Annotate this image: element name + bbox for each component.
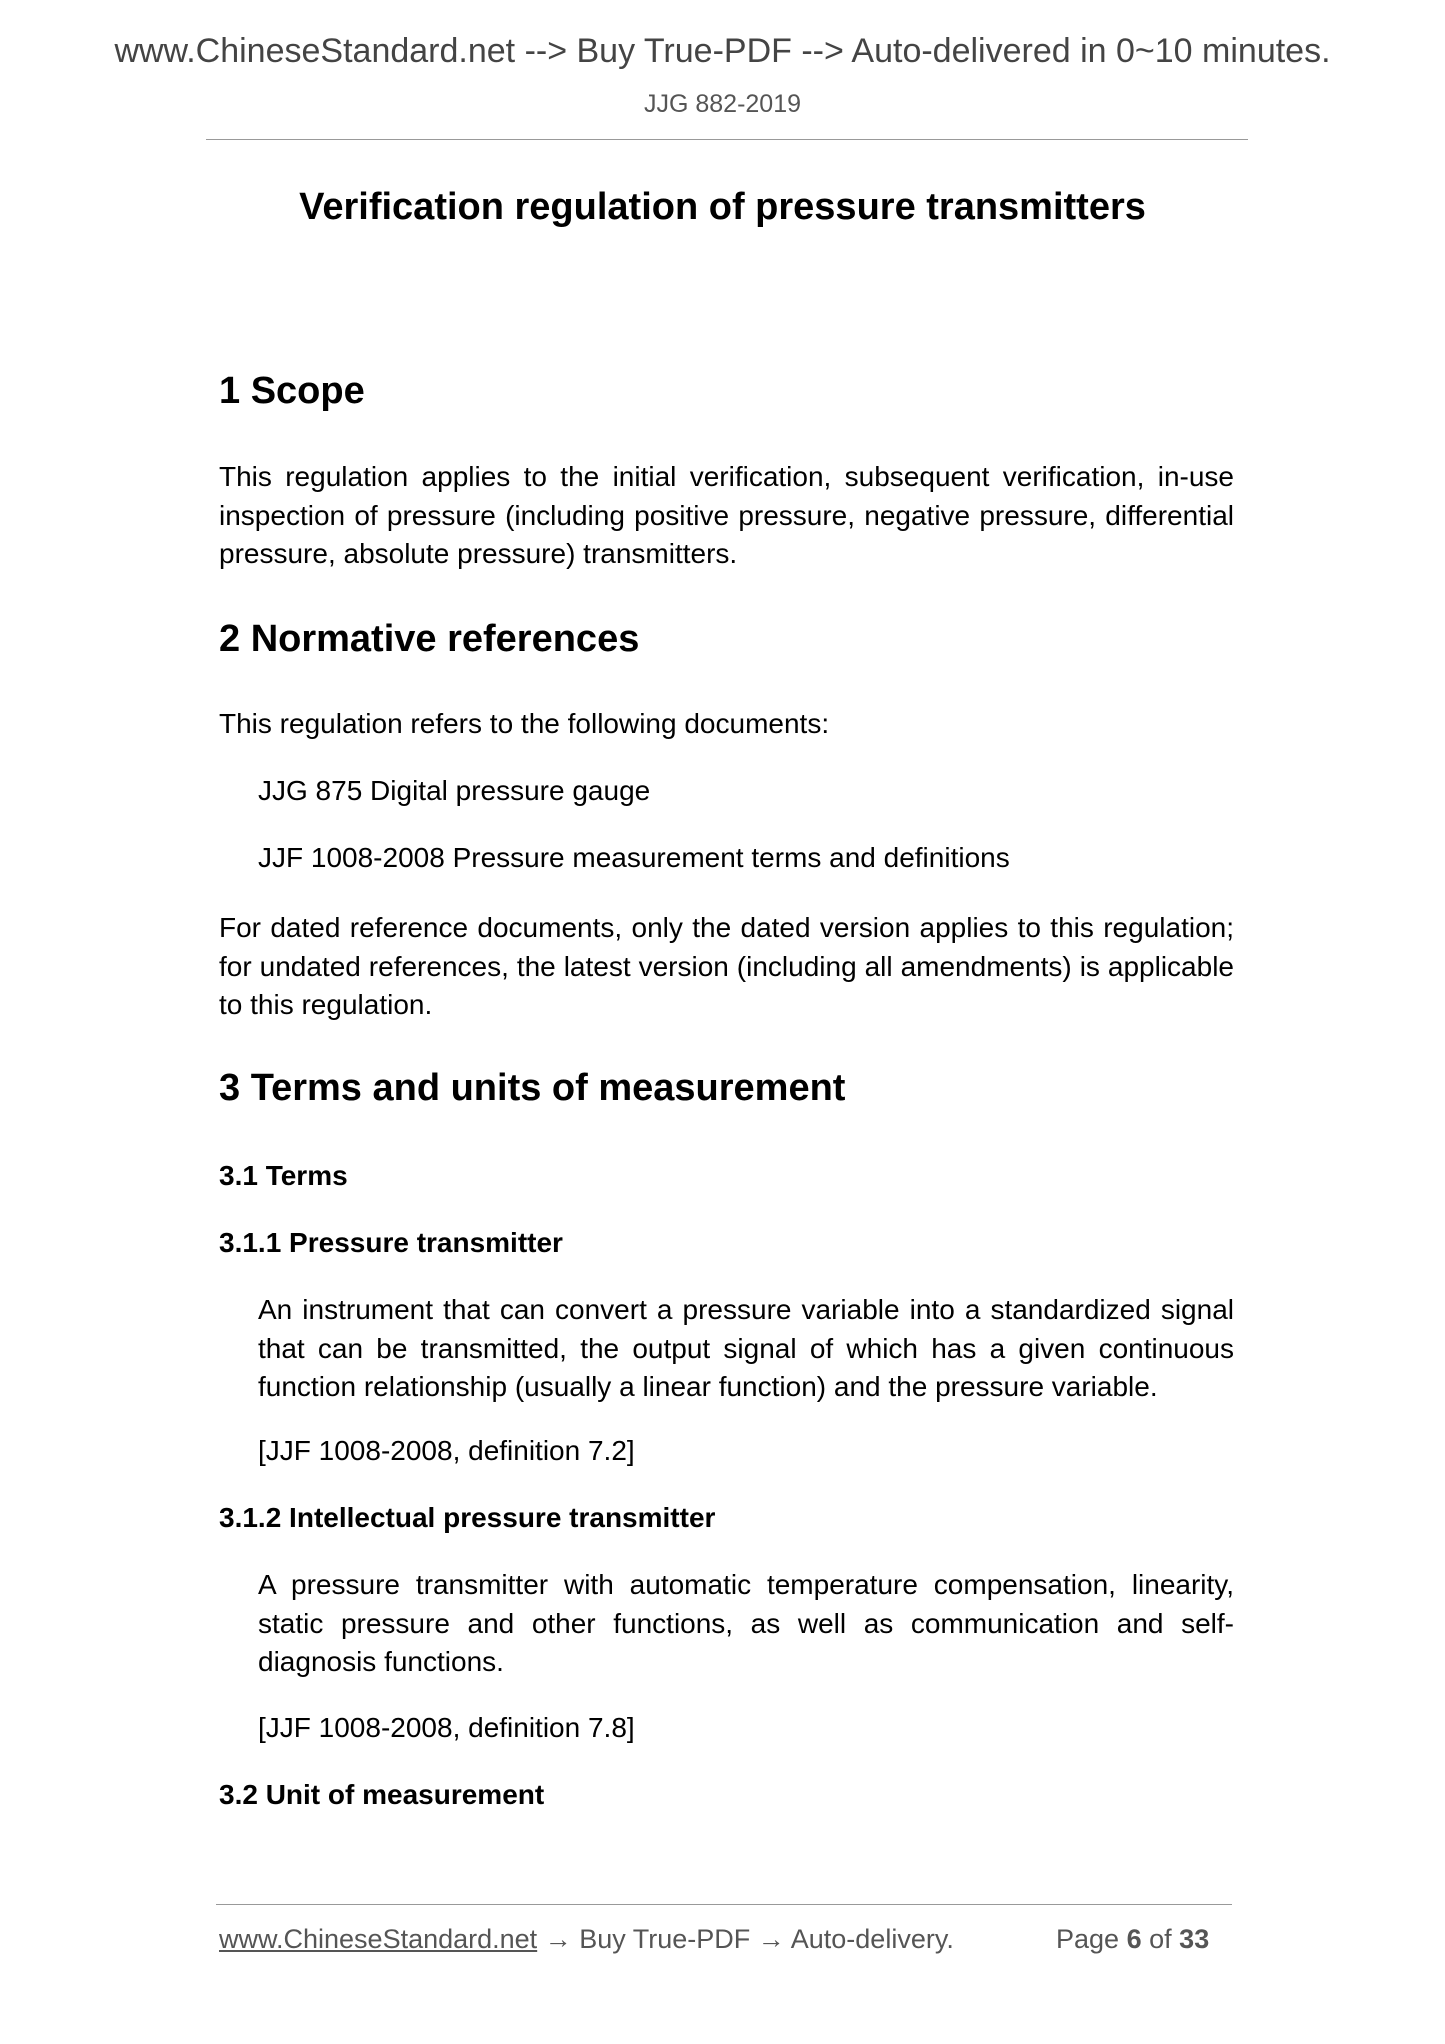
footer-divider	[216, 1904, 1232, 1905]
normative-intro: This regulation refers to the following documents:	[219, 708, 830, 739]
subsection-heading-terms: 3.1 Terms	[219, 1160, 348, 1191]
footer-site-link[interactable]: www.ChineseStandard.net	[219, 1924, 538, 1954]
page-label: Page	[1056, 1924, 1120, 1954]
header-divider	[206, 139, 1248, 140]
page-indicator	[1056, 1924, 1209, 1955]
term-heading-pressure-transmitter: 3.1.1 Pressure transmitter	[219, 1227, 563, 1258]
section-heading-normative-references: 2 Normative references	[219, 618, 640, 660]
page-total: 33	[1179, 1924, 1210, 1954]
footer-promo	[219, 1924, 954, 1955]
section-heading-scope: 1 Scope	[219, 370, 365, 412]
page-current: 6	[1126, 1924, 1142, 1954]
reference-item: JJG 875 Digital pressure gauge	[258, 775, 651, 806]
normative-note: For dated reference documents, only the dated version applies to this regulation; for undated references, the latest version (including all amendments) is applicable to this regulation.	[219, 912, 1234, 1020]
section-heading-terms: 3 Terms and units of measurement	[219, 1067, 846, 1109]
term-heading-intellectual-transmitter: 3.1.2 Intellectual pressure transmitter	[219, 1502, 716, 1533]
standard-code: JJG 882-2019	[643, 90, 802, 118]
term-source: [JJF 1008-2008, definition 7.2]	[258, 1435, 635, 1466]
term-source: [JJF 1008-2008, definition 7.8]	[258, 1712, 635, 1743]
subsection-heading-units: 3.2 Unit of measurement	[219, 1779, 545, 1810]
scope-paragraph: This regulation applies to the initial verification, subsequent verification, in-use inspection of pressure (including positive pressure, negative pressure, differential pressure, absolute pressure) transmitters.	[219, 461, 1234, 569]
top-banner: www.ChineseStandard.net --> Buy True-PDF --> Auto-delivered in 0~10 minutes.	[114, 32, 1331, 70]
term-definition-pressure-transmitter: An instrument that can convert a pressure variable into a standardized signal that can be transmitted, the output signal of which has a given continuous function relationship (usually a linear function) and the pressure variable.	[258, 1294, 1234, 1402]
document-title: Verification regulation of pressure transmitters	[299, 186, 1146, 228]
footer-promo-text: → Buy True-PDF → Auto-delivery.	[544, 1924, 954, 1954]
reference-item: JJF 1008-2008 Pressure measurement terms and definitions	[258, 842, 1010, 873]
page-of-label: of	[1149, 1924, 1172, 1954]
term-definition-intellectual-transmitter: A pressure transmitter with automatic temperature compensation, linearity, static pressure and other functions, as well as communication and self-diagnosis functions.	[258, 1569, 1234, 1677]
